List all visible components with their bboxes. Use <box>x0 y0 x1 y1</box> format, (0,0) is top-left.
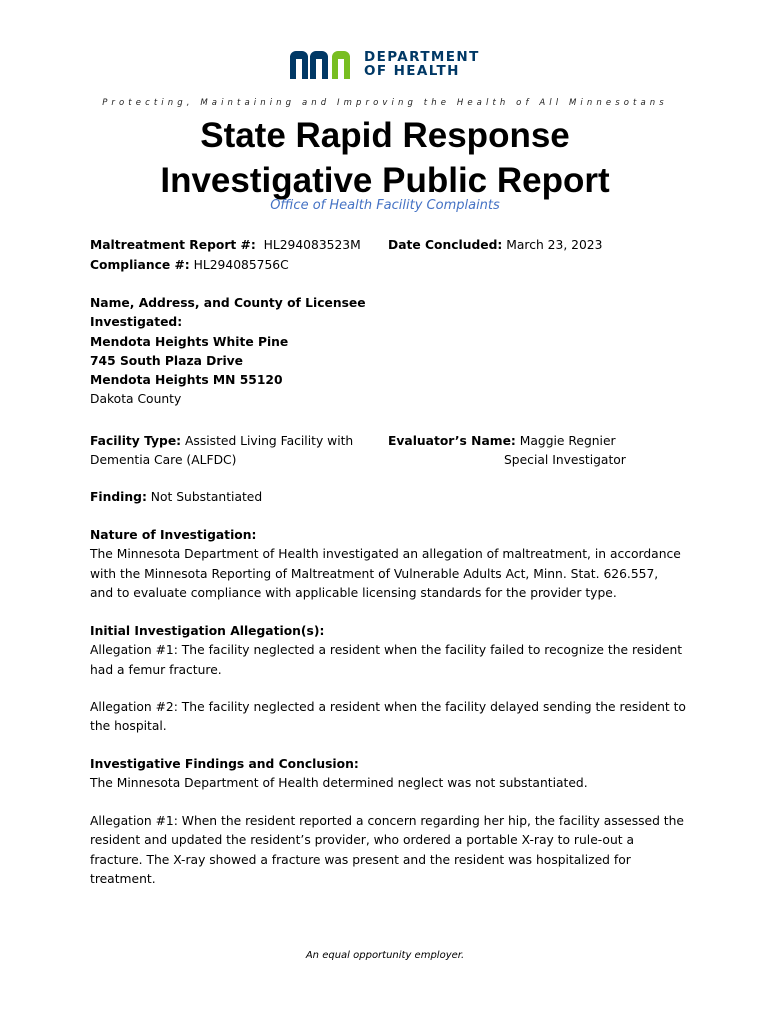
allegation-2 <box>90 698 690 737</box>
investigative-findings <box>90 755 690 794</box>
findings-heading: Investigative Findings and Conclusion: <box>90 757 359 771</box>
evaluator-title: Special Investigator <box>504 453 626 467</box>
tagline: Protecting, Maintaining and Improving the Health of All Minnesotans <box>102 98 668 108</box>
logo-line-of-health: OF HEALTH <box>364 63 460 79</box>
nature-line: with the Minnesota Reporting of Maltreatment of Vulnerable Adults Act, Minn. Stat. 626.557, <box>90 566 659 581</box>
title-line-2: Investigative Public Report <box>160 161 610 200</box>
maltreatment-label: Maltreatment Report #: <box>90 238 256 252</box>
evaluator <box>388 432 616 451</box>
logo-line-department: DEPARTMENT <box>364 49 480 65</box>
page-title <box>0 113 770 203</box>
date-label: Date Concluded: <box>388 238 503 252</box>
findings-a1-line: Allegation #1: When the resident reported a concern regarding her hip, the facility assessed the <box>90 814 684 828</box>
date-value: March 23, 2023 <box>506 238 603 252</box>
maltreatment-value: HL294083523M <box>263 238 361 252</box>
allegation-1-line: had a femur fracture. <box>90 662 222 677</box>
licensee-label-line-1: Name, Address, and County of Licensee <box>90 296 366 310</box>
nature-line: and to evaluate compliance with applicable licensing standards for the provider type. <box>90 585 617 600</box>
findings-a1-line: treatment. <box>90 871 156 886</box>
allegation-2-line: the hospital. <box>90 719 167 734</box>
allegation-2-line: Allegation #2: The facility neglected a resident when the facility delayed sending the resident to <box>90 700 686 714</box>
initial-allegations <box>90 622 690 680</box>
compliance-label: Compliance #: <box>90 258 190 272</box>
findings-summary: The Minnesota Department of Health determined neglect was not substantiated. <box>90 776 588 791</box>
findings-a1-line: fracture. The X-ray showed a fracture was present and the resident was hospitalized for <box>90 852 631 867</box>
maltreatment-report-number <box>90 236 361 255</box>
date-concluded <box>388 236 602 255</box>
nature-heading: Nature of Investigation: <box>90 528 257 542</box>
page-subtitle: Office of Health Facility Complaints <box>270 198 500 213</box>
licensee-block <box>90 294 690 410</box>
licensee-name: Mendota Heights White Pine <box>90 334 289 349</box>
licensee-label-line-2: Investigated: <box>90 315 183 330</box>
logo-text <box>364 50 480 78</box>
nature-of-investigation <box>90 526 690 603</box>
evaluator-label: Evaluator’s Name: <box>388 434 516 448</box>
facility-type-value-line-1: Assisted Living Facility with <box>185 434 354 448</box>
compliance-number <box>90 256 289 275</box>
title-line-1: State Rapid Response <box>200 116 570 155</box>
licensee-city: Mendota Heights MN 55120 <box>90 373 283 388</box>
licensee-address: 745 South Plaza Drive <box>90 353 244 368</box>
evaluator-name: Maggie Regnier <box>519 434 616 448</box>
mdh-logo <box>290 48 480 80</box>
findings-a1-line: resident and updated the resident’s provider, who ordered a portable X-ray to rule-out a <box>90 833 635 848</box>
nature-line: The Minnesota Department of Health investigated an allegation of maltreatment, in accordance <box>90 547 681 562</box>
mn-logo-icon <box>290 49 354 79</box>
compliance-value: HL294085756C <box>193 258 289 272</box>
facility-type-label: Facility Type: <box>90 434 182 448</box>
findings-allegation-1 <box>90 812 690 889</box>
allegations-heading: Initial Investigation Allegation(s): <box>90 624 325 638</box>
facility-type <box>90 432 353 451</box>
licensee-county: Dakota County <box>90 392 182 407</box>
finding-value: Not Substantiated <box>150 490 263 504</box>
finding-label: Finding: <box>90 490 147 504</box>
footer-text: An equal opportunity employer. <box>305 950 465 961</box>
finding <box>90 488 262 507</box>
allegation-1-line: Allegation #1: The facility neglected a resident when the facility failed to recognize the resident <box>90 643 683 658</box>
facility-type-line-2: Dementia Care (ALFDC) <box>90 453 237 467</box>
